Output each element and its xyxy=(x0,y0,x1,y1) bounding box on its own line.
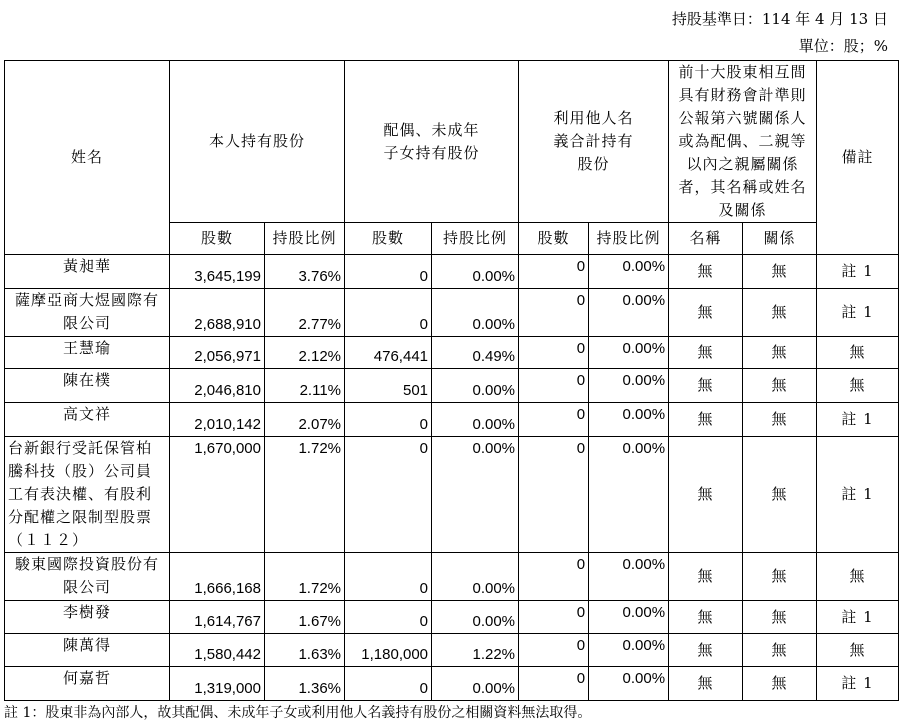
self-shares: 1,666,168 xyxy=(170,553,265,601)
shareholder-name: 陳在樸 xyxy=(5,369,170,403)
remark: 無 xyxy=(817,553,899,601)
spouse-ratio: 0.00% xyxy=(432,255,519,289)
relation-name: 無 xyxy=(669,437,743,553)
spouse-shares: 0 xyxy=(345,667,432,701)
table-row xyxy=(5,601,899,634)
spouse-shares: 501 xyxy=(345,369,432,403)
nominee-ratio: 0.00% xyxy=(589,437,669,553)
self-shares: 1,580,442 xyxy=(170,634,265,667)
shareholder-name: 陳萬得 xyxy=(5,634,170,667)
spouse-shares: 0 xyxy=(345,553,432,601)
spouse-ratio: 1.22% xyxy=(432,634,519,667)
relation-name: 無 xyxy=(669,667,743,701)
shareholder-name: 台新銀行受託保管柏騰科技（股）公司員工有表決權、有股利分配權之限制型股票（１１２） xyxy=(5,437,170,553)
remark: 註 1 xyxy=(817,601,899,634)
relation-type: 無 xyxy=(743,437,817,553)
self-ratio: 1.67% xyxy=(265,601,345,634)
nominee-shares: 0 xyxy=(519,601,589,634)
nominee-shares: 0 xyxy=(519,337,589,369)
nominee-shares: 0 xyxy=(519,289,589,337)
relation-type: 無 xyxy=(743,553,817,601)
footnote: 註 1：股東非為內部人，故其配偶、未成年子女或利用他人名義持有股份之相關資料無法取得。 xyxy=(4,705,592,721)
relation-type: 無 xyxy=(743,403,817,437)
remark: 無 xyxy=(817,369,899,403)
nominee-ratio: 0.00% xyxy=(589,369,669,403)
self-shares: 3,645,199 xyxy=(170,255,265,289)
nominee-ratio: 0.00% xyxy=(589,255,669,289)
subheader-self-shares: 股數 xyxy=(170,223,265,255)
col-header-remark: 備註 xyxy=(817,61,899,255)
nominee-ratio: 0.00% xyxy=(589,601,669,634)
nominee-ratio: 0.00% xyxy=(589,667,669,701)
remark: 註 1 xyxy=(817,437,899,553)
shareholder-name: 黃昶華 xyxy=(5,255,170,289)
subheader-spouse-shares: 股數 xyxy=(345,223,432,255)
table-row xyxy=(5,289,899,337)
shareholder-name: 駿東國際投資股份有限公司 xyxy=(5,553,170,601)
subheader-relation-type: 關係 xyxy=(743,223,817,255)
nominee-shares: 0 xyxy=(519,255,589,289)
relation-name: 無 xyxy=(669,403,743,437)
nominee-ratio: 0.00% xyxy=(589,289,669,337)
nominee-shares: 0 xyxy=(519,667,589,701)
relation-type: 無 xyxy=(743,289,817,337)
self-shares: 2,010,142 xyxy=(170,403,265,437)
self-shares: 1,670,000 xyxy=(170,437,265,553)
nominee-shares: 0 xyxy=(519,437,589,553)
nominee-ratio: 0.00% xyxy=(589,403,669,437)
spouse-ratio: 0.00% xyxy=(432,667,519,701)
spouse-shares: 476,441 xyxy=(345,337,432,369)
self-ratio: 1.72% xyxy=(265,437,345,553)
relation-type: 無 xyxy=(743,337,817,369)
relation-type: 無 xyxy=(743,369,817,403)
table-row xyxy=(5,403,899,437)
subheader-nominee-ratio: 持股比例 xyxy=(589,223,669,255)
remark: 註 1 xyxy=(817,667,899,701)
remark: 註 1 xyxy=(817,289,899,337)
self-shares: 2,046,810 xyxy=(170,369,265,403)
shareholder-rows xyxy=(5,255,899,701)
spouse-ratio: 0.00% xyxy=(432,289,519,337)
table-row xyxy=(5,553,899,601)
top-ten-shareholders-table xyxy=(4,60,899,701)
remark: 註 1 xyxy=(817,255,899,289)
col-header-spouse-holding: 配偶、未成年子女持有股份 xyxy=(345,61,519,223)
self-shares: 1,319,000 xyxy=(170,667,265,701)
spouse-shares: 0 xyxy=(345,289,432,337)
relation-name: 無 xyxy=(669,369,743,403)
shareholder-name: 何嘉哲 xyxy=(5,667,170,701)
shareholder-name: 薩摩亞商大煜國際有限公司 xyxy=(5,289,170,337)
nominee-ratio: 0.00% xyxy=(589,553,669,601)
nominee-shares: 0 xyxy=(519,553,589,601)
nominee-shares: 0 xyxy=(519,403,589,437)
spouse-ratio: 0.00% xyxy=(432,403,519,437)
spouse-ratio: 0.49% xyxy=(432,337,519,369)
spouse-shares: 0 xyxy=(345,601,432,634)
remark: 註 1 xyxy=(817,403,899,437)
relation-name: 無 xyxy=(669,634,743,667)
spouse-ratio: 0.00% xyxy=(432,437,519,553)
col-header-nominee-holding: 利用他人名義合計持有股份 xyxy=(519,61,669,223)
self-ratio: 2.77% xyxy=(265,289,345,337)
table-row xyxy=(5,634,899,667)
subheader-nominee-shares: 股數 xyxy=(519,223,589,255)
spouse-shares: 0 xyxy=(345,255,432,289)
shareholder-name: 高文祥 xyxy=(5,403,170,437)
shareholder-name: 王慧瑜 xyxy=(5,337,170,369)
self-ratio: 2.11% xyxy=(265,369,345,403)
relation-name: 無 xyxy=(669,255,743,289)
table-row xyxy=(5,369,899,403)
self-ratio: 1.36% xyxy=(265,667,345,701)
relation-type: 無 xyxy=(743,601,817,634)
remark: 無 xyxy=(817,634,899,667)
subheader-relation-name: 名稱 xyxy=(669,223,743,255)
relation-type: 無 xyxy=(743,667,817,701)
relation-name: 無 xyxy=(669,337,743,369)
col-header-name: 姓名 xyxy=(5,61,170,255)
self-ratio: 1.63% xyxy=(265,634,345,667)
spouse-shares: 0 xyxy=(345,403,432,437)
subheader-spouse-ratio: 持股比例 xyxy=(432,223,519,255)
base-date-line: 持股基準日：114 年 4 月 13 日 xyxy=(671,10,888,28)
table-row xyxy=(5,255,899,289)
self-ratio: 3.76% xyxy=(265,255,345,289)
self-shares: 2,688,910 xyxy=(170,289,265,337)
nominee-ratio: 0.00% xyxy=(589,634,669,667)
self-ratio: 1.72% xyxy=(265,553,345,601)
self-shares: 1,614,767 xyxy=(170,601,265,634)
nominee-shares: 0 xyxy=(519,369,589,403)
spouse-shares: 1,180,000 xyxy=(345,634,432,667)
nominee-shares: 0 xyxy=(519,634,589,667)
spouse-ratio: 0.00% xyxy=(432,601,519,634)
col-header-relation: 前十大股東相互間具有財務會計準則公報第六號關係人或為配偶、二親等以內之親屬關係者，其名稱或姓名及關係 xyxy=(669,61,817,223)
shareholder-name: 李樹發 xyxy=(5,601,170,634)
remark: 無 xyxy=(817,337,899,369)
self-ratio: 2.07% xyxy=(265,403,345,437)
relation-name: 無 xyxy=(669,289,743,337)
col-header-self-holding: 本人持有股份 xyxy=(170,61,345,223)
self-ratio: 2.12% xyxy=(265,337,345,369)
relation-type: 無 xyxy=(743,634,817,667)
subheader-self-ratio: 持股比例 xyxy=(265,223,345,255)
nominee-ratio: 0.00% xyxy=(589,337,669,369)
unit-line: 單位：股；% xyxy=(798,37,888,55)
spouse-shares: 0 xyxy=(345,437,432,553)
spouse-ratio: 0.00% xyxy=(432,553,519,601)
relation-type: 無 xyxy=(743,255,817,289)
spouse-ratio: 0.00% xyxy=(432,369,519,403)
table-row xyxy=(5,667,899,701)
relation-name: 無 xyxy=(669,553,743,601)
self-shares: 2,056,971 xyxy=(170,337,265,369)
table-row xyxy=(5,337,899,369)
table-row xyxy=(5,437,899,553)
relation-name: 無 xyxy=(669,601,743,634)
